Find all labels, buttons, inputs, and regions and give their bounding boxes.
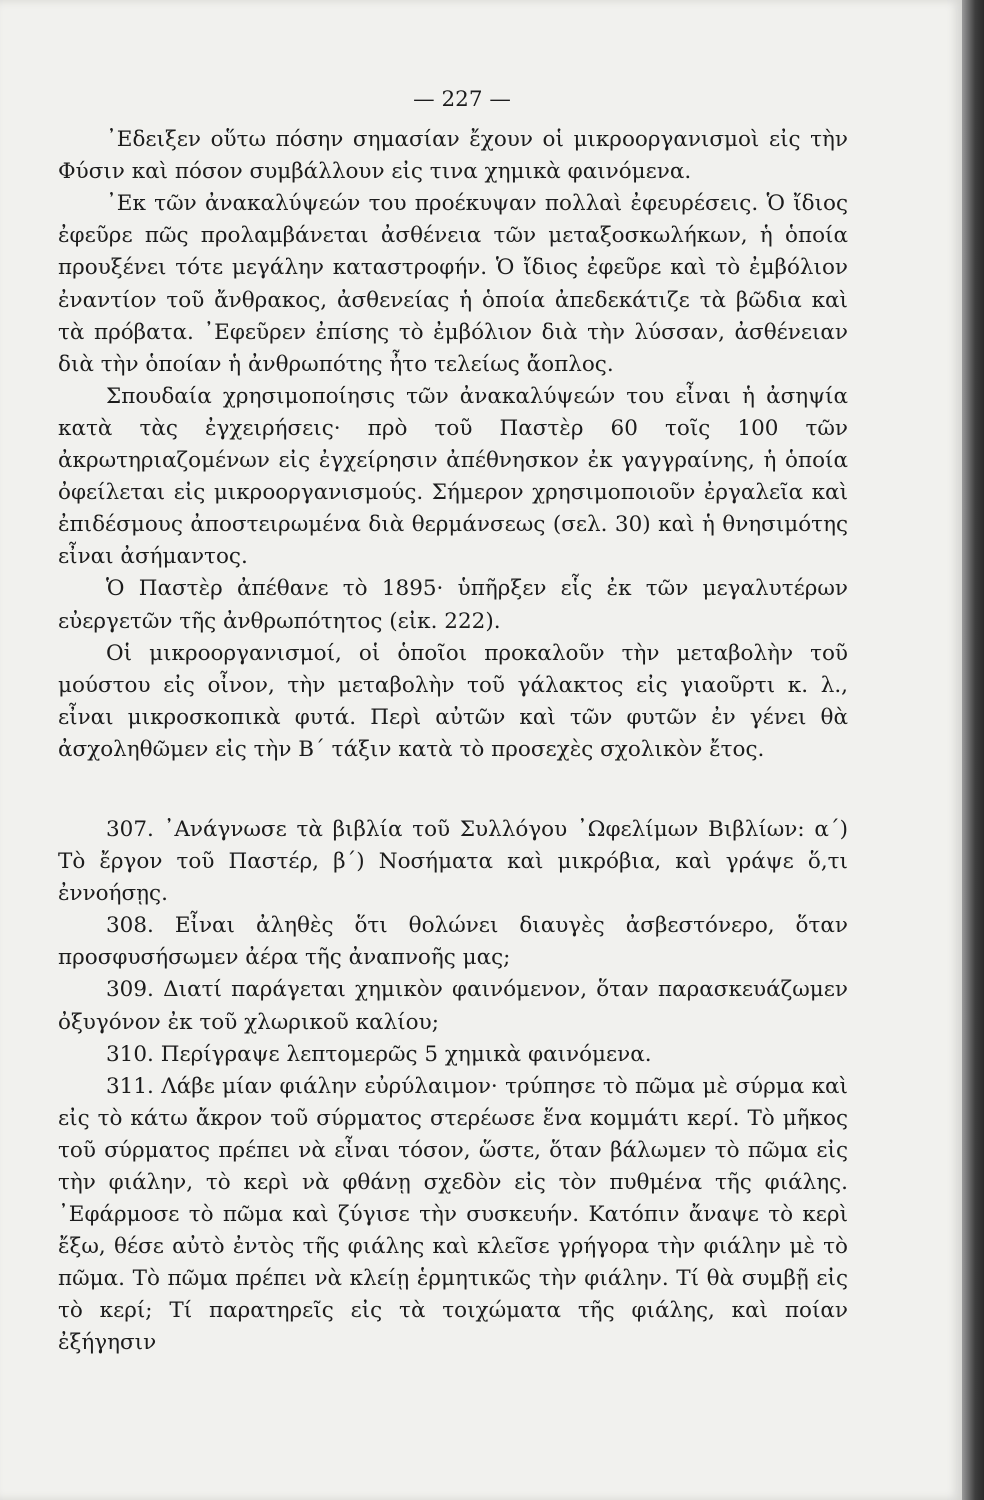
exercise-item: 310. Περίγραψε λεπτομερῶς 5 χημικὰ φαινόμενα. — [106, 1041, 652, 1067]
exercise-item: 309. Διατί παράγεται χημικὸν φαινόμενον, ὅταν παρασκευάζωμεν ὀξυγόνον ἐκ τοῦ χλωρικοῦ καλίου; — [58, 977, 848, 1035]
exercise-item: 308. Εἶναι ἀληθὲς ὅτι θολώνει διαυγὲς ἀσβεστόνερο, ὅταν προσφυσήσωμεν ἀέρα τῆς ἀναπνοῆς μας; — [58, 913, 848, 971]
exercise-item: 307. ᾿Ανάγνωσε τὰ βιβλία τοῦ Συλλόγου ᾿Ωφελίμων Βιβλίων: α΄) Τὸ ἔργον τοῦ Παστέρ, β΄) Νοσήματα καὶ μικρόβια, καὶ γράψε ὅ,τι ἐννοήσῃς. — [58, 816, 848, 907]
exercise-item: 311. Λάβε μίαν φιάλην εὐρύλαιμον· τρύπησε τὸ πῶμα μὲ σύρμα καὶ εἰς τὸ κάτω ἄκρον τοῦ σύρματος στερέωσε ἕνα κομμάτι κερί. Τὸ μῆκος τοῦ σύρματος πρέπει νὰ εἶναι τόσον, ὥστε, ὅταν βάλωμεν τὸ πῶμα εἰς τὴν φιάλην, τὸ κερὶ νὰ φθάνῃ σχεδὸν εἰς τὸν πυθμένα τῆς φιάλης. ᾿Εφάρμοσε τὸ πῶμα καὶ ζύγισε τὴν συσκευήν. Κατόπιν ἄναψε τὸ κερὶ ἔξω, θέσε αὐτὸ ἐντὸς τῆς φιάλης καὶ κλεῖσε γρήγορα τὴν φιάλην μὲ τὸ πῶμα. Τὸ πῶμα πρέπει νὰ κλείῃ ἑρμητικῶς τὴν φιάλην. Τί θὰ συμβῇ εἰς τὸ κερί; Τί παρατηρεῖς εἰς τὰ τοιχώματα τῆς φιάλης, καὶ ποίαν ἐξήγησιν — [58, 1073, 848, 1356]
page-text — [58, 84, 848, 1360]
book-spine-edge — [962, 0, 984, 1500]
paragraph: ᾿Εκ τῶν ἀνακαλύψεών του προέκυψαν πολλαὶ ἐφευρέσεις. Ὁ ἴδιος ἐφεῦρε πῶς προλαμβάνεται ἀσθένεια τῶν μεταξοσκωλήκων, ἡ ὁποία προυξένει τότε μεγάλην καταστροφήν. Ὁ ἴδιος ἐφεῦρε καὶ τὸ ἐμβόλιον ἐναντίον τοῦ ἄνθρακος, ἀσθενείας ἡ ὁποία ἀπεδεκάτιζε τὰ βῶδια καὶ τὰ πρόβατα. ᾿Εφεῦρεν ἐπίσης τὸ ἐμβόλιον διὰ τὴν λύσσαν, ἀσθένειαν διὰ τὴν ὁποίαν ἡ ἀνθρωπότης ἦτο τελείως ἄοπλος. — [58, 191, 848, 377]
section-gap — [58, 766, 848, 814]
page-number: — 227 — — [413, 87, 511, 112]
paragraph: Οἱ μικροοργανισμοί, οἱ ὁποῖοι προκαλοῦν τὴν μεταβολὴν τοῦ μούστου εἰς οἶνον, τὴν μεταβολὴν τοῦ γάλακτος εἰς γιαοῦρτι κ. λ., εἶναι μικροσκοπικὰ φυτά. Περὶ αὐτῶν καὶ τῶν φυτῶν ἐν γένει θὰ ἀσχοληθῶμεν εἰς τὴν Β΄ τάξιν κατὰ τὸ προσεχὲς σχολικὸν ἔτος. — [58, 640, 848, 762]
paragraph: Ὁ Παστὲρ ἀπέθανε τὸ 1895· ὑπῆρξεν εἷς ἐκ τῶν μεγαλυτέρων εὐεργετῶν τῆς ἀνθρωπότητος (εἰκ. 222). — [58, 576, 848, 634]
paragraph: Σπουδαία χρησιμοποίησις τῶν ἀνακαλύψεών του εἶναι ἡ ἀσηψία κατὰ τὰς ἐγχειρήσεις· πρὸ τοῦ Παστὲρ 60 τοῖς 100 τῶν ἀκρωτηριαζομένων εἰς ἐγχείρησιν ἀπέθνησκον ἐκ γαγγραίνης, ἡ ὁποία ὀφείλεται εἰς μικροοργανισμούς. Σήμερον χρησιμοποιοῦν ἐργαλεῖα καὶ ἐπιδέσμους ἀποστειρωμένα διὰ θερμάνσεως (σελ. 30) καὶ ἡ θνησιμότης εἶναι ἀσήμαντος. — [58, 383, 848, 570]
paragraph: ᾿Εδειξεν οὕτω πόσην σημασίαν ἔχουν οἱ μικροοργανισμοὶ εἰς τὴν Φύσιν καὶ πόσον συμβάλλουν εἰς τινα χημικὰ φαινόμενα. — [58, 127, 848, 185]
